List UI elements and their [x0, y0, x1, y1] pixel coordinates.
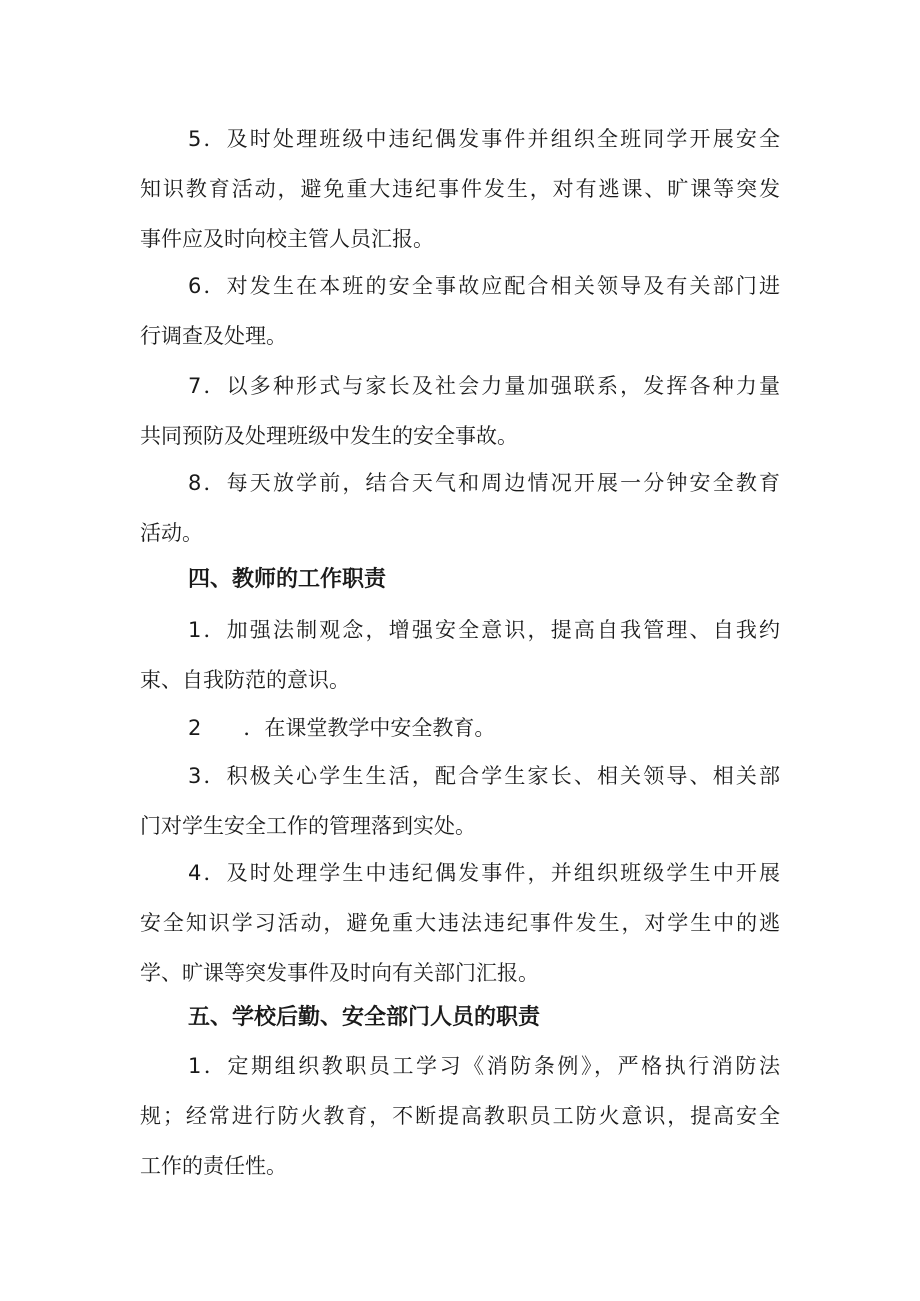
- paragraph-line: [0, 665, 920, 695]
- paragraph-text: 门对学生安全工作的管理落到实处。: [140, 814, 476, 838]
- paragraph-line: [0, 124, 920, 154]
- paragraph-text: 8．每天放学前，结合天气和周边情况开展一分钟安全教育: [188, 471, 780, 495]
- paragraph-text: 活动。: [140, 521, 203, 545]
- paragraph-text: 安全知识学习活动，避免重大违法违纪事件发生，对学生中的逃: [140, 911, 780, 935]
- paragraph-text: 工作的责任性。: [140, 1154, 287, 1178]
- paragraph-line: [0, 713, 920, 743]
- paragraph-line: [0, 371, 920, 401]
- paragraph-line: [0, 518, 920, 548]
- paragraph-line: [0, 1051, 920, 1081]
- paragraph-text: 束、自我防范的意识。: [140, 668, 350, 692]
- paragraph-line: [0, 761, 920, 791]
- paragraph-text: 2 ．在课堂教学中安全教育。: [188, 716, 496, 740]
- paragraph-line: [0, 421, 920, 451]
- paragraph-text: 6．对发生在本班的安全事故应配合相关领导及有关部门进: [188, 274, 780, 298]
- paragraph-text: 3．积极关心学生生活，配合学生家长、相关领导、相关部: [188, 764, 780, 788]
- paragraph-text: 5．及时处理班级中违纪偶发事件并组织全班同学开展安全: [188, 127, 780, 151]
- paragraph-text: 4．及时处理学生中违纪偶发事件，并组织班级学生中开展: [188, 861, 780, 885]
- paragraph-text: 共同预防及处理班级中发生的安全事故。: [140, 424, 518, 448]
- paragraph-text: 事件应及时向校主管人员汇报。: [140, 227, 434, 251]
- paragraph-line: [0, 1151, 920, 1181]
- section-heading-text: 四、教师的工作职责: [188, 567, 387, 592]
- paragraph-text: 1．定期组织教职员工学习《消防条例》，严格执行消防法: [188, 1054, 780, 1078]
- paragraph-text: 行调查及处理。: [140, 324, 287, 348]
- paragraph-line: [0, 615, 920, 645]
- paragraph-line: [0, 858, 920, 888]
- paragraph-line: [0, 271, 920, 301]
- paragraph-text: 7．以多种形式与家长及社会力量加强联系，发挥各种力量: [188, 374, 780, 398]
- paragraph-line: [0, 958, 920, 988]
- paragraph-line: [0, 321, 920, 351]
- paragraph-text: 规；经常进行防火教育，不断提高教职员工防火意识，提高安全: [140, 1104, 780, 1128]
- paragraph-text: 学、旷课等突发事件及时向有关部门汇报。: [140, 961, 539, 985]
- section-heading: [0, 1003, 920, 1033]
- paragraph-line: [0, 468, 920, 498]
- section-heading-text: 五、学校后勤、安全部门人员的职责: [188, 1005, 541, 1030]
- paragraph-text: 1．加强法制观念，增强安全意识，提高自我管理、自我约: [188, 618, 780, 642]
- paragraph-line: [0, 224, 920, 254]
- paragraph-line: [0, 908, 920, 938]
- paragraph-line: [0, 1101, 920, 1131]
- section-heading: [0, 565, 920, 595]
- paragraph-line: [0, 174, 920, 204]
- paragraph-line: [0, 811, 920, 841]
- paragraph-text: 知识教育活动，避免重大违纪事件发生，对有逃课、旷课等突发: [140, 177, 780, 201]
